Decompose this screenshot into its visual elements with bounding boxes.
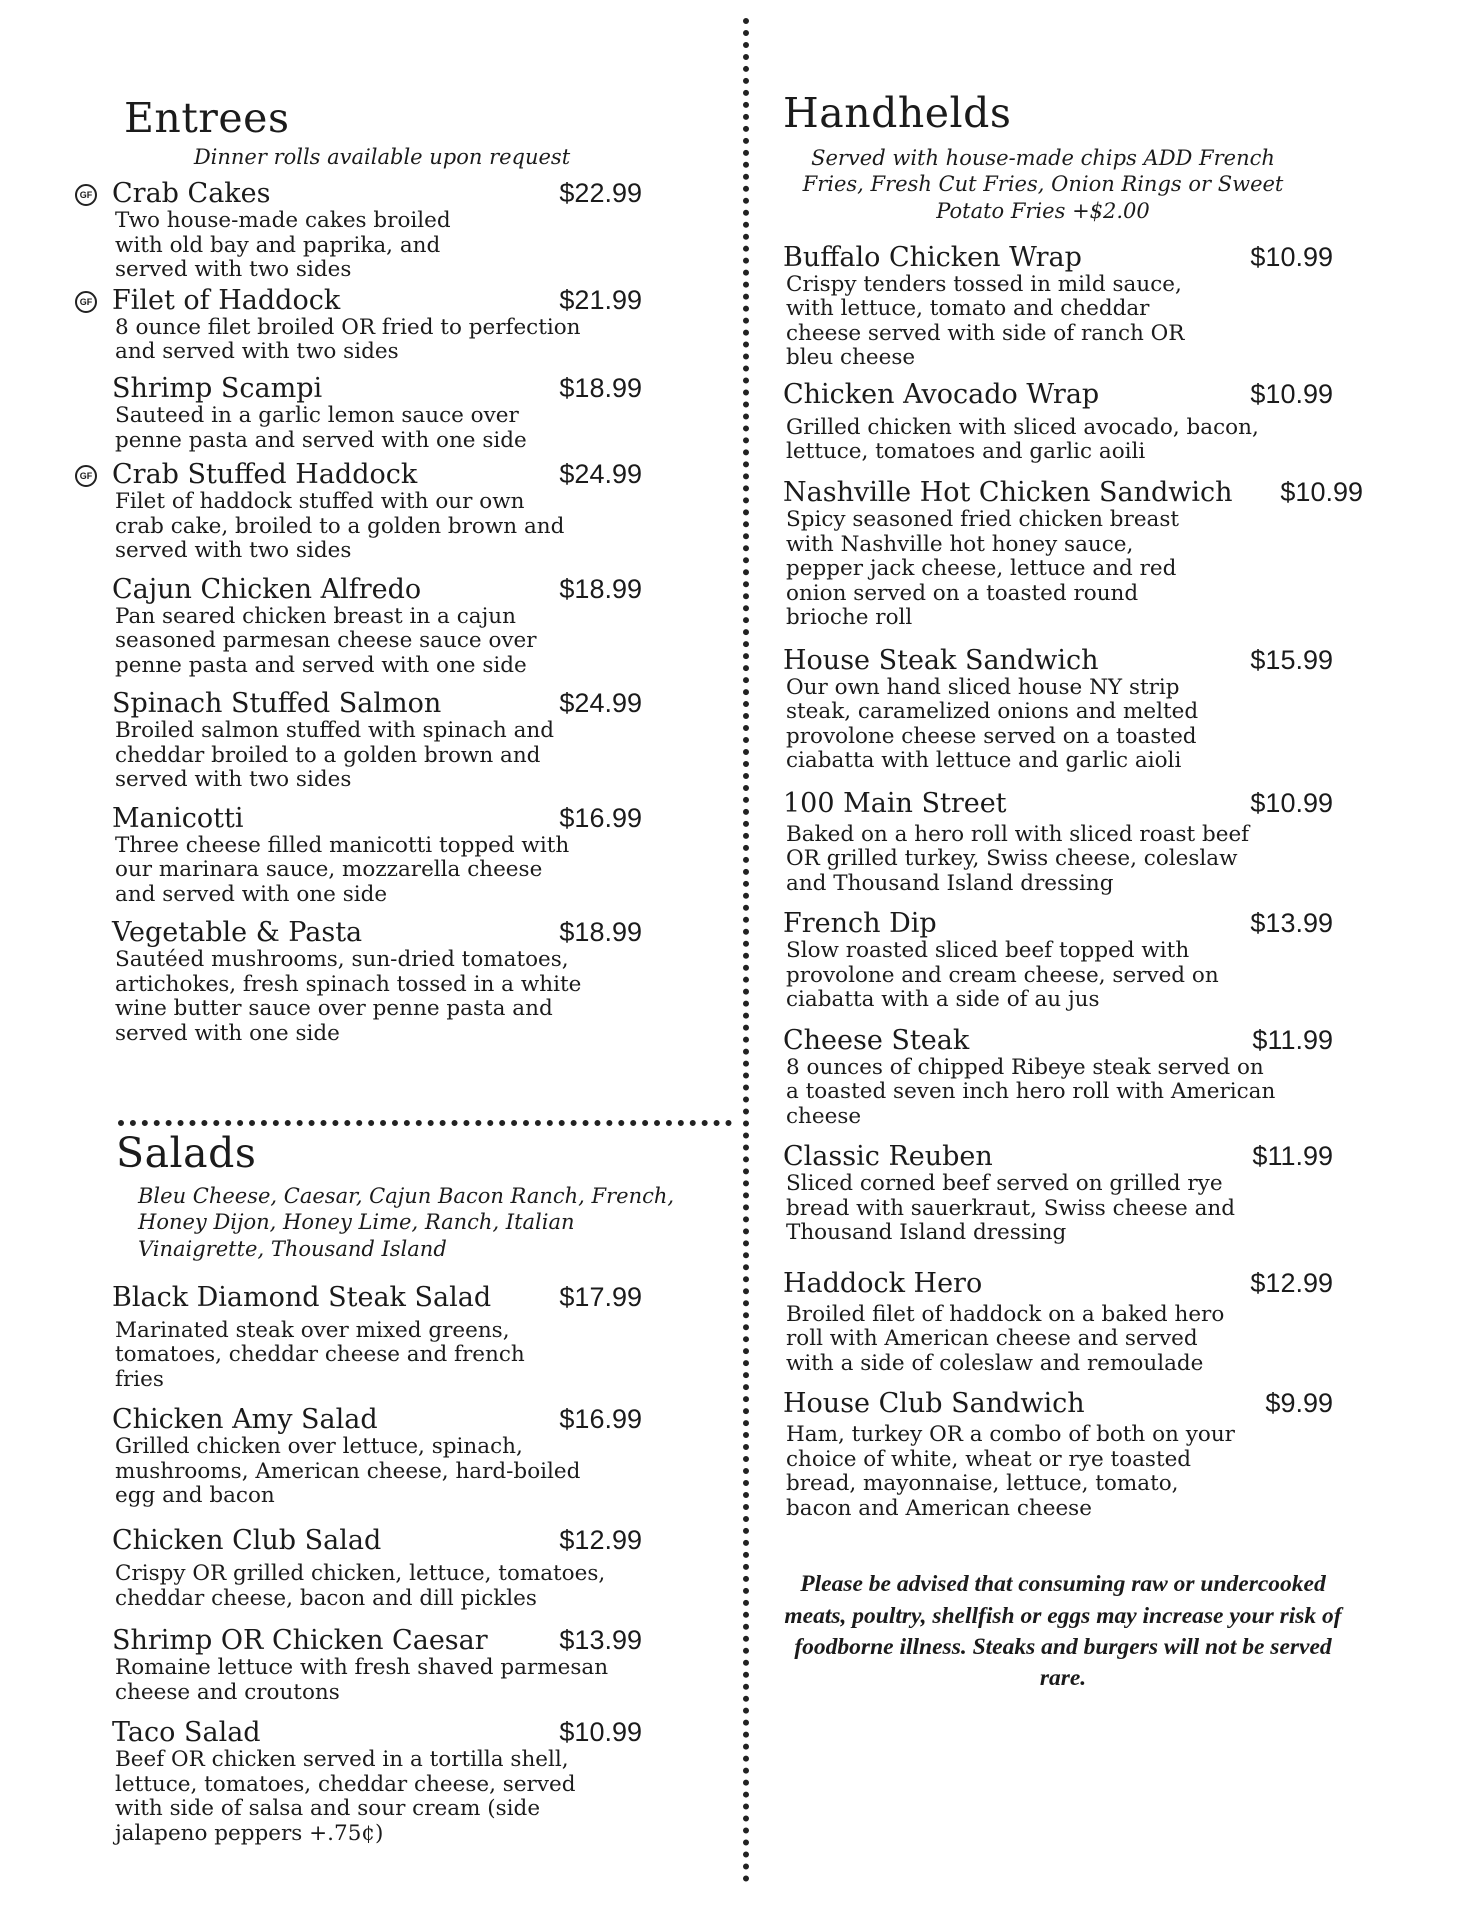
item-price: $17.99 xyxy=(559,1281,642,1312)
salads-title: Salads xyxy=(116,1129,257,1177)
gluten-free-icon: GF xyxy=(75,184,97,206)
salads-subtitle: Bleu Cheese, Caesar, Cajun Bacon Ranch, French, Honey Dijon, Honey Lime, Ranch, Italian Vinaigrette, Thousand Island xyxy=(138,1184,675,1261)
item-description: Sautéed mushrooms, sun-dried tomatoes, artichokes, fresh spinach tossed in a white wine butter sauce over penne pasta and served with one side xyxy=(115,947,582,1046)
vertical-divider xyxy=(743,18,749,1883)
item-description: 8 ounces of chipped Ribeye steak served on a toasted seven inch hero roll with American cheese xyxy=(786,1054,1276,1129)
menu-item xyxy=(112,574,682,679)
item-description: Broiled filet of haddock on a baked hero roll with American cheese and served with a side of coleslaw and remoulade xyxy=(786,1301,1225,1376)
item-name: Spinach Stuffed Salmon xyxy=(112,688,442,720)
menu-item xyxy=(783,379,1363,465)
item-description: Baked on a hero roll with sliced roast beef OR grilled turkey, Swiss cheese, coleslaw and Thousand Island dressing xyxy=(786,821,1250,896)
item-price: $10.99 xyxy=(1250,378,1333,409)
item-description: Sliced corned beef served on grilled rye bread with sauerkraut, Swiss cheese and Thousand Island dressing xyxy=(786,1171,1236,1246)
item-name: French Dip xyxy=(783,908,937,940)
entrees-subtitle: Dinner rolls available upon request xyxy=(193,145,571,170)
item-name: Buffalo Chicken Wrap xyxy=(783,241,1082,273)
item-price: $9.99 xyxy=(1265,1388,1333,1419)
item-name: Cajun Chicken Alfredo xyxy=(112,573,422,605)
item-price: $10.99 xyxy=(559,1717,642,1748)
item-price: $11.99 xyxy=(1252,1024,1333,1055)
item-description: Grilled chicken over lettuce, spinach, mushrooms, American cheese, hard-boiled egg and bacon xyxy=(115,1434,581,1509)
menu-item xyxy=(783,788,1363,897)
item-price: $15.99 xyxy=(1250,644,1333,675)
item-description: Romaine lettuce with fresh shaved parmesan cheese and croutons xyxy=(115,1655,609,1705)
item-name: Classic Reuben xyxy=(783,1141,993,1173)
item-price: $10.99 xyxy=(1280,476,1363,507)
item-description: Two house-made cakes broiled with old bay and paprika, and served with two sides xyxy=(115,208,451,283)
item-description: Three cheese filled manicotti topped with our marinara sauce, mozzarella cheese and served with one side xyxy=(115,832,570,907)
handhelds-section xyxy=(783,90,1363,1694)
item-name: Chicken Club Salad xyxy=(112,1524,382,1556)
menu-item xyxy=(79,459,682,564)
menu-item xyxy=(112,1404,682,1509)
menu-item xyxy=(783,908,1363,1013)
item-price: $12.99 xyxy=(559,1524,642,1555)
item-price: $24.99 xyxy=(559,688,642,719)
item-name: Crab Stuffed Haddock xyxy=(112,459,418,491)
item-description: 8 ounce filet broiled OR fried to perfection and served with two sides xyxy=(115,314,581,365)
item-price: $22.99 xyxy=(559,178,642,209)
item-description: Crispy tenders tossed in mild sauce, with lettuce, tomato and cheddar cheese served with side of ranch OR bleu cheese xyxy=(786,271,1185,371)
menu-item xyxy=(783,1388,1363,1521)
horizontal-divider xyxy=(118,1120,732,1126)
menu-item xyxy=(112,688,682,793)
menu-item xyxy=(783,645,1363,774)
menu-item xyxy=(112,1525,682,1611)
item-name: Nashville Hot Chicken Sandwich xyxy=(783,476,1233,508)
item-description: Grilled chicken with sliced avocado, bacon, lettuce, tomatoes and garlic aoili xyxy=(786,414,1259,465)
gluten-free-icon: GF xyxy=(75,465,97,487)
menu-item xyxy=(112,917,682,1046)
item-description: Filet of haddock stuffed with our own crab cake, broiled to a golden brown and served with two sides xyxy=(115,489,565,564)
menu-item xyxy=(79,178,682,283)
item-name: Haddock Hero xyxy=(783,1267,983,1299)
item-description: Our own hand sliced house NY strip steak, caramelized onions and melted provolone cheese served on a toasted ciabatta with lettuce and garlic aioli xyxy=(786,674,1199,774)
item-name: Black Diamond Steak Salad xyxy=(112,1281,492,1313)
handhelds-title: Handhelds xyxy=(783,89,1012,137)
item-name: House Club Sandwich xyxy=(783,1388,1085,1420)
item-name: Crab Cakes xyxy=(112,178,271,210)
item-name: Filet of Haddock xyxy=(112,284,341,316)
item-price: $13.99 xyxy=(1250,908,1333,939)
menu-item xyxy=(112,1625,682,1705)
item-name: Chicken Avocado Wrap xyxy=(783,378,1100,410)
item-price: $18.99 xyxy=(559,573,642,604)
item-description: Beef OR chicken served in a tortilla shell, lettuce, tomatoes, cheddar cheese, served with side of salsa and sour cream (side jalapeno peppers +.75¢) xyxy=(115,1747,576,1846)
item-description: Crispy OR grilled chicken, lettuce, tomatoes, cheddar cheese, bacon and dill pickles xyxy=(115,1561,606,1611)
item-price: $13.99 xyxy=(559,1625,642,1656)
menu-item xyxy=(112,1282,682,1393)
menu-item xyxy=(783,1025,1363,1130)
item-name: Shrimp Scampi xyxy=(112,372,323,404)
menu-item xyxy=(783,1141,1363,1246)
menu-item xyxy=(783,1268,1363,1377)
item-description: Broiled salmon stuffed with spinach and cheddar broiled to a golden brown and served with two sides xyxy=(115,718,555,793)
item-description: Sauteed in a garlic lemon sauce over penne pasta and served with one side xyxy=(115,403,527,453)
menu-item xyxy=(783,477,1363,631)
item-name: House Steak Sandwich xyxy=(783,644,1099,676)
item-price: $10.99 xyxy=(1250,241,1333,272)
item-price: $12.99 xyxy=(1250,1267,1333,1298)
menu-item xyxy=(79,284,682,365)
item-price: $11.99 xyxy=(1252,1141,1333,1172)
item-price: $16.99 xyxy=(559,802,642,833)
item-description: Spicy seasoned fried chicken breast with Nashville hot honey sauce, pepper jack cheese, lettuce and red onion served on a toasted round brioche roll xyxy=(786,507,1180,631)
item-name: Cheese Steak xyxy=(783,1024,970,1056)
item-description: Pan seared chicken breast in a cajun seasoned parmesan cheese sauce over penne pasta and served with one side xyxy=(115,603,537,678)
item-description: Slow roasted sliced beef topped with provolone and cream cheese, served on ciabatta with a side of au jus xyxy=(786,938,1219,1013)
handhelds-subtitle: Served with house-made chips ADD French Fries, Fresh Cut Fries, Onion Rings or Sweet Potato Fries +$2.00 xyxy=(802,146,1284,223)
item-price: $10.99 xyxy=(1250,787,1333,818)
salads-section xyxy=(112,1130,682,1846)
item-price: $18.99 xyxy=(559,917,642,948)
item-description: Marinated steak over mixed greens, tomatoes, cheddar cheese and french fries xyxy=(115,1317,525,1392)
item-price: $24.99 xyxy=(559,459,642,490)
menu-item xyxy=(112,1717,682,1846)
menu-item xyxy=(783,242,1363,371)
item-name: Taco Salad xyxy=(112,1717,261,1749)
item-name: Vegetable & Pasta xyxy=(112,917,363,949)
entrees-section xyxy=(79,94,682,1046)
item-name: Shrimp OR Chicken Caesar xyxy=(112,1625,488,1657)
item-name: 100 Main Street xyxy=(783,787,1007,819)
item-description: Ham, turkey OR a combo of both on your choice of white, wheat or rye toasted bread, mayonnaise, lettuce, tomato, bacon and American cheese xyxy=(786,1422,1235,1521)
menu-item xyxy=(112,803,682,908)
food-safety-notice: Please be advised that consuming raw or undercooked meats, poultry, shellfish or eggs may increase your risk of foodborne illness. Steaks and burgers will not be served rare. xyxy=(784,1571,1342,1692)
entrees-title: Entrees xyxy=(124,94,290,142)
item-price: $16.99 xyxy=(559,1404,642,1435)
item-price: $21.99 xyxy=(559,284,642,315)
menu-item xyxy=(112,373,682,453)
gluten-free-icon: GF xyxy=(75,291,97,313)
item-name: Chicken Amy Salad xyxy=(112,1404,378,1436)
item-name: Manicotti xyxy=(112,802,244,834)
item-price: $18.99 xyxy=(559,372,642,403)
